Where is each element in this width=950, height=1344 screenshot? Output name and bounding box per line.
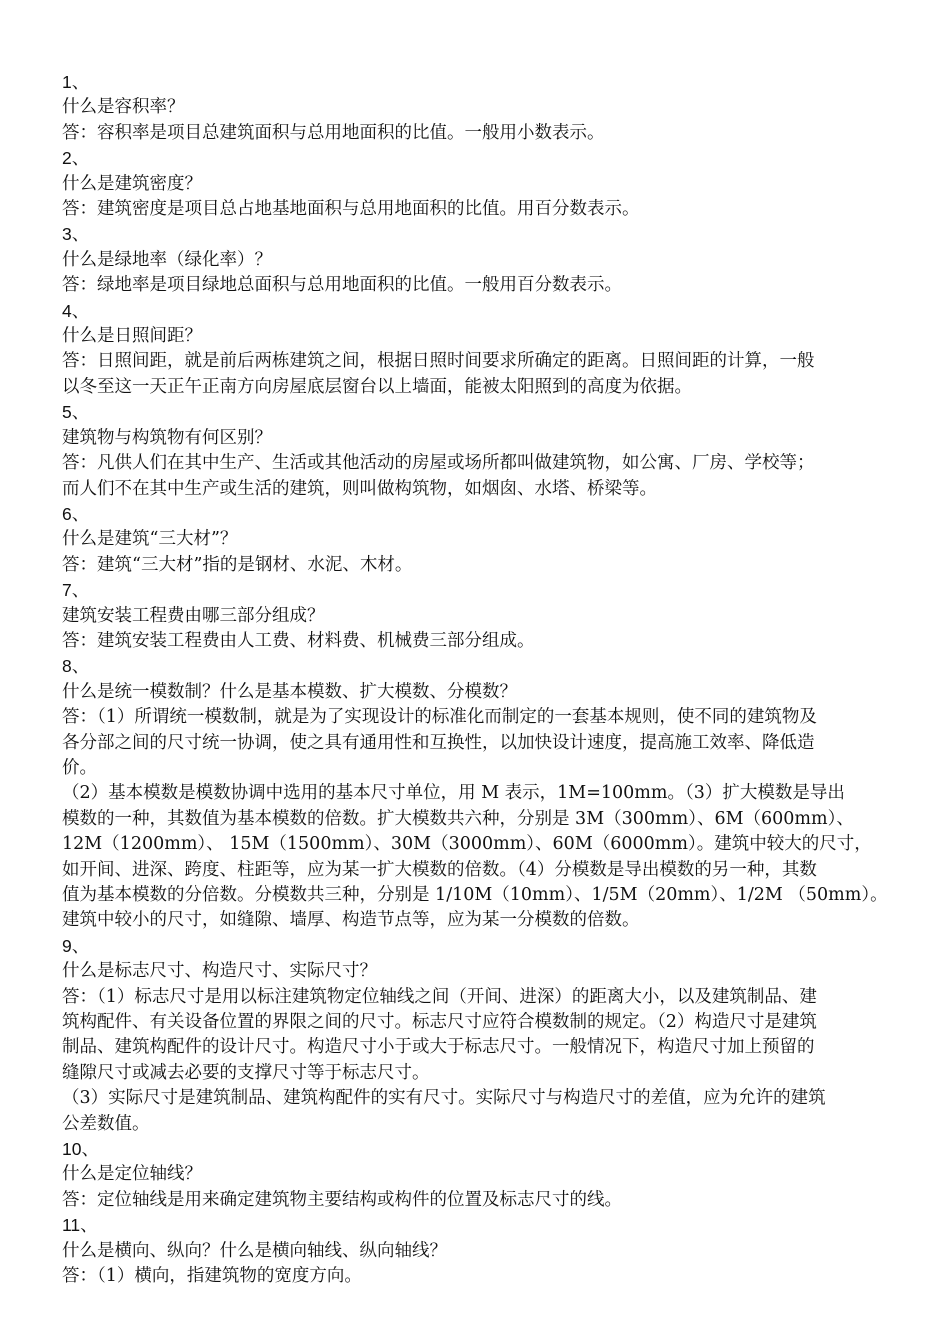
item-number: 4、 bbox=[62, 300, 90, 321]
qa-item-10 bbox=[62, 1137, 892, 1213]
question: 建筑物与构筑物有何区别？ bbox=[62, 427, 272, 448]
question: 什么是建筑密度？ bbox=[62, 173, 202, 194]
question: 什么是横向、纵向？什么是横向轴线、纵向轴线？ bbox=[62, 1240, 447, 1261]
question: 什么是容积率？ bbox=[62, 97, 185, 118]
item-number: 2、 bbox=[62, 148, 90, 169]
item-number: 5、 bbox=[62, 402, 90, 423]
answer-line: 建筑中较小的尺寸，如缝隙、墙厚、构造节点等，应为某一分模数的倍数。 bbox=[62, 910, 640, 931]
item-number: 11、 bbox=[62, 1215, 98, 1236]
answer-line: 制品、建筑构配件的设计尺寸。构造尺寸小于或大于标志尺寸。一般情况下，构造尺寸加上预留的 bbox=[62, 1037, 815, 1058]
answer-line: 答：（1）所谓统一模数制，就是为了实现设计的标准化而制定的一套基本规则，使不同的建筑物及 bbox=[62, 707, 817, 728]
answer-line: 如开间、进深、跨度、柱距等，应为某一扩大模数的倍数。（4）分模数是导出模数的另一种，其数 bbox=[62, 859, 817, 880]
item-number: 3、 bbox=[62, 224, 90, 245]
qa-item-4 bbox=[62, 299, 892, 401]
answer-line: 各分部之间的尺寸统一协调，使之具有通用性和互换性，以加快设计速度，提高施工效率、降低造 bbox=[62, 732, 815, 753]
answer-line: （2）基本模数是模数协调中选用的基本尺寸单位，用 M 表示，1M=100mm。（3）扩大模数是导出 bbox=[62, 783, 845, 804]
item-number: 10、 bbox=[62, 1139, 99, 1160]
answer-line: 公差数值。 bbox=[62, 1113, 150, 1134]
qa-item-5 bbox=[62, 400, 892, 502]
qa-item-1 bbox=[62, 70, 892, 146]
question: 什么是统一模数制？什么是基本模数、扩大模数、分模数？ bbox=[62, 681, 517, 702]
question: 什么是日照间距？ bbox=[62, 326, 202, 347]
question: 什么是标志尺寸、构造尺寸、实际尺寸？ bbox=[62, 961, 377, 982]
item-number: 7、 bbox=[62, 580, 90, 601]
qa-item-11 bbox=[62, 1213, 892, 1289]
answer-line: （3）实际尺寸是建筑制品、建筑构配件的实有尺寸。实际尺寸与构造尺寸的差值，应为允许的建筑 bbox=[62, 1088, 826, 1109]
qa-item-3 bbox=[62, 222, 892, 298]
answer-line: 缝隙尺寸或减去必要的支撑尺寸等于标志尺寸。 bbox=[62, 1062, 430, 1083]
item-number: 1、 bbox=[62, 72, 90, 92]
answer-line: 值为基本模数的分倍数。分模数共三种，分别是 1/10M（10mm）、1/5M（20mm）、1/2M （50mm）。 bbox=[62, 885, 888, 905]
answer-line: 答：建筑“三大材”指的是钢材、水泥、木材。 bbox=[62, 554, 413, 575]
question: 什么是建筑“三大材”？ bbox=[62, 529, 238, 550]
qa-item-2 bbox=[62, 146, 892, 222]
answer-line: 答：（1）横向，指建筑物的宽度方向。 bbox=[62, 1266, 362, 1287]
qa-item-6 bbox=[62, 502, 892, 578]
answer-line: 筑构配件、有关设备位置的界限之间的尺寸。标志尺寸应符合模数制的规定。（2）构造尺寸是建筑 bbox=[62, 1012, 817, 1033]
answer-line: 答：建筑密度是项目总占地基地面积与总用地面积的比值。用百分数表示。 bbox=[62, 199, 640, 220]
answer-line: 模数的一种，其数值为基本模数的倍数。扩大模数共六种，分别是 3M（300mm）、6M（600mm）、 bbox=[62, 808, 854, 829]
answer-line: 答：绿地率是项目绿地总面积与总用地面积的比值。一般用百分数表示。 bbox=[62, 275, 622, 296]
answer-line: 价。 bbox=[62, 757, 97, 778]
answer-line: 答：日照间距，就是前后两栋建筑之间，根据日照时间要求所确定的距离。日照间距的计算，一般 bbox=[62, 351, 815, 372]
answer-line: 答：容积率是项目总建筑面积与总用地面积的比值。一般用小数表示。 bbox=[62, 122, 605, 143]
item-number: 8、 bbox=[62, 656, 90, 677]
answer-line: 以冬至这一天正午正南方向房屋底层窗台以上墙面，能被太阳照到的高度为依据。 bbox=[62, 376, 692, 397]
question: 建筑安装工程费由哪三部分组成？ bbox=[62, 605, 325, 626]
qa-item-9 bbox=[62, 934, 892, 1137]
answer-line: 答：定位轴线是用来确定建筑物主要结构或构件的位置及标志尺寸的线。 bbox=[62, 1189, 622, 1210]
answer-line: 12M（1200mm）、 15M（1500mm）、30M（3000mm）、60M（6000mm）。建筑中较大的尺寸， bbox=[62, 834, 872, 855]
answer-line: 而人们不在其中生产或生活的建筑，则叫做构筑物，如烟囱、水塔、桥梁等。 bbox=[62, 478, 657, 499]
qa-item-7 bbox=[62, 578, 892, 654]
qa-item-8 bbox=[62, 654, 892, 933]
answer-line: 答：建筑安装工程费由人工费、材料费、机械费三部分组成。 bbox=[62, 630, 535, 651]
item-number: 9、 bbox=[62, 935, 90, 956]
answer-line: 答：（1）标志尺寸是用以标注建筑物定位轴线之间（开间、进深）的距离大小，以及建筑制品、建 bbox=[62, 986, 817, 1007]
question: 什么是绿地率（绿化率）？ bbox=[62, 249, 272, 270]
item-number: 6、 bbox=[62, 503, 90, 524]
question: 什么是定位轴线？ bbox=[62, 1164, 202, 1185]
answer-line: 答：凡供人们在其中生产、生活或其他活动的房屋或场所都叫做建筑物，如公寓、厂房、学校等； bbox=[62, 453, 815, 474]
